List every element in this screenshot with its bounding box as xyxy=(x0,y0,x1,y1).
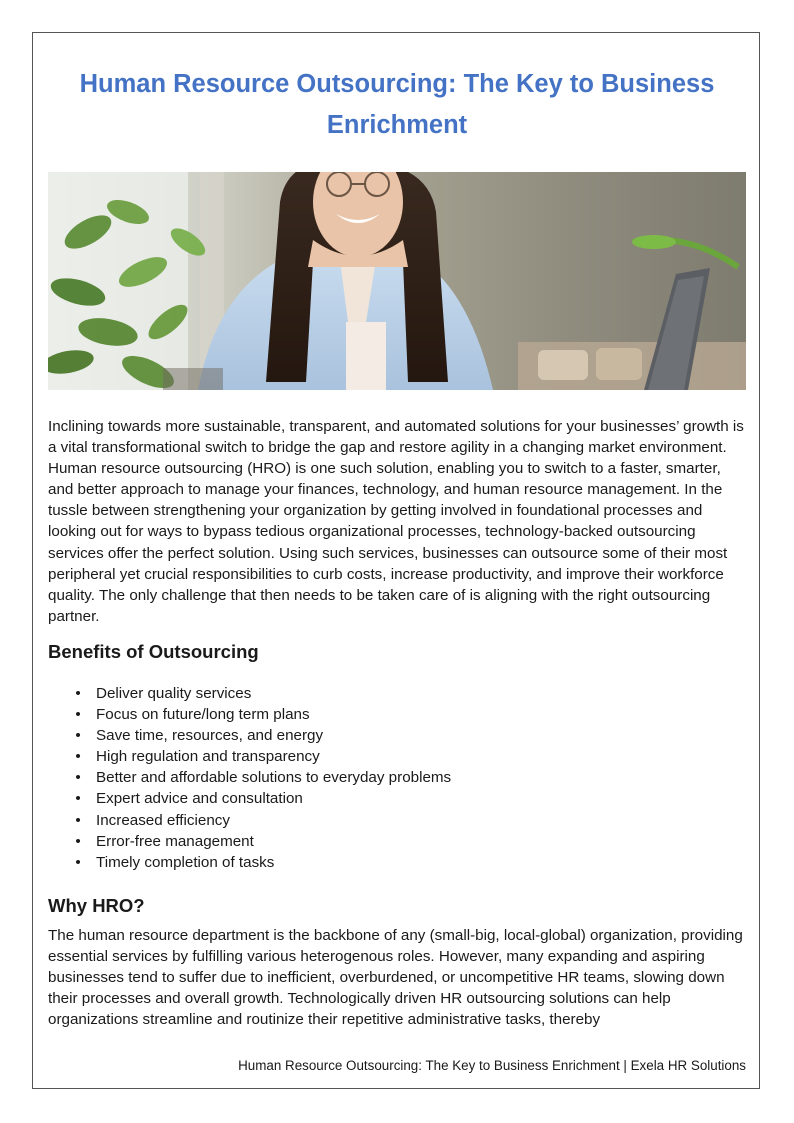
list-item xyxy=(48,810,746,831)
list-item xyxy=(48,683,746,704)
why-hro-paragraph: The human resource department is the backbone of any (small-big, local-global) organization, providing essential services by fulfilling various heterogenous roles. However, many expanding and aspiring businesses tend to suffer due to inefficient, overburdened, or uncompetitive HR teams, slowing down their processes and overall growth. Technologically driven HR outsourcing solutions can help organizations streamline and routinize their repetitive administrative tasks, thereby xyxy=(48,926,743,1029)
list-item xyxy=(48,852,746,873)
list-item-text: Focus on future/long term plans xyxy=(96,706,310,724)
bullet-icon: • xyxy=(75,769,81,787)
cushion-2 xyxy=(596,348,642,380)
bullet-icon: • xyxy=(75,706,81,724)
list-item xyxy=(48,788,746,809)
bullet-icon: • xyxy=(75,684,81,702)
bullet-icon: • xyxy=(75,853,81,871)
benefits-heading: Benefits of Outsourcing xyxy=(48,640,259,662)
list-item-text: Better and affordable solutions to everyday problems xyxy=(96,769,452,787)
list-item xyxy=(48,831,746,852)
desk-item xyxy=(163,368,223,390)
list-item xyxy=(48,725,746,746)
bullet-icon: • xyxy=(75,748,81,766)
list-item-text: Timely completion of tasks xyxy=(96,853,275,871)
list-item-text: Expert advice and consultation xyxy=(96,790,303,808)
benefits-list xyxy=(48,683,746,873)
bullet-icon: • xyxy=(75,811,81,829)
list-item xyxy=(48,746,746,767)
list-item xyxy=(48,767,746,788)
list-item-text: Deliver quality services xyxy=(96,684,252,702)
hero-photo-illustration xyxy=(48,172,746,390)
intro-paragraph: Inclining towards more sustainable, transparent, and automated solutions for your businesses’ growth is a vital transformational switch to bridge the gap and restore agility in a changing market environment. Human resource outsourcing (HRO) is one such solution, enabling you to switch to a faster, smarter, and better approach to manage your finances, technology, and human resource management. In the tussle between strengthening your organization by getting involved in foundational processes and looking out for ways to bypass tedious organizational processes, technology-backed outsourcing services offer the perfect solution. Using such services, businesses can outsource some of their most peripheral yet crucial responsibilities to curb costs, increase productivity, and improve their workforce quality. The only challenge that then needs to be taken care of is aligning with the right outsourcing partner. xyxy=(48,418,744,625)
list-item-text: High regulation and transparency xyxy=(96,748,320,766)
list-item-text: Increased efficiency xyxy=(96,811,230,829)
hero-image xyxy=(48,172,746,390)
page-content xyxy=(48,64,746,1030)
document-title: Human Resource Outsourcing: The Key to Business Enrichment xyxy=(79,70,715,139)
page-footer: Human Resource Outsourcing: The Key to Business Enrichment | Exela HR Solutions xyxy=(238,1058,746,1073)
bullet-icon: • xyxy=(75,790,81,808)
lamp-shade xyxy=(632,235,676,249)
list-item-text: Error-free management xyxy=(96,832,254,850)
list-item-text: Save time, resources, and energy xyxy=(96,727,324,745)
bullet-icon: • xyxy=(75,832,81,850)
list-item xyxy=(48,704,746,725)
why-hro-heading: Why HRO? xyxy=(48,894,145,916)
cushion xyxy=(538,350,588,380)
person-top xyxy=(346,322,386,390)
bullet-icon: • xyxy=(75,727,81,745)
